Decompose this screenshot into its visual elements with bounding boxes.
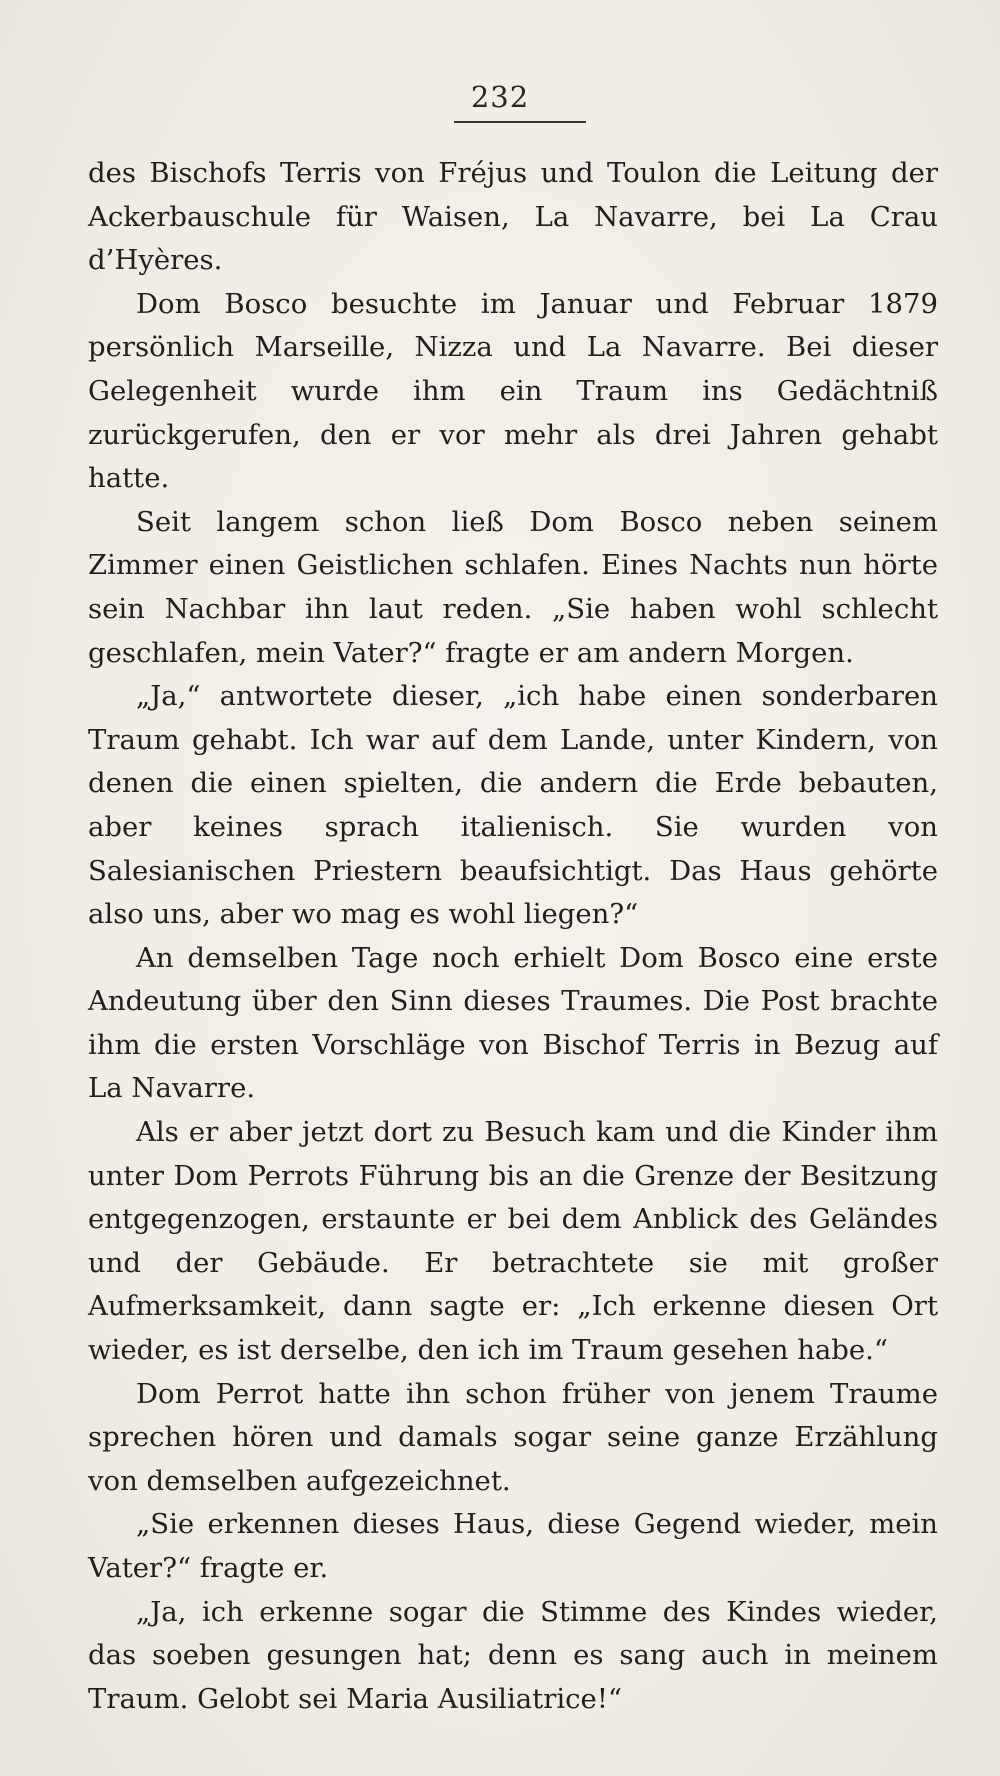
paragraph: „Ja,“ antwortete dieser, „ich habe einen sonderbaren Traum gehabt. Ich war auf dem Lande, unter Kindern, von denen die einen spielten, die andern die Erde bebauten, aber keines sprach italienisch. Sie wurden von Salesianischen Priestern beaufsichtigt. Das Haus gehörte also uns, aber wo mag es wohl liegen?“: [88, 680, 938, 931]
paragraph: Als er aber jetzt dort zu Besuch kam und die Kinder ihm unter Dom Perrots Führung bis an die Grenze der Besitzung entgegenzogen, erstaunte er bei dem Anblick des Geländes und der Gebäude. Er betrachtete sie mit großer Aufmerksamkeit, dann sagte er: „Ich erkenne diesen Ort wieder, es ist derselbe, den ich im Traum gesehen habe.“: [88, 1116, 938, 1367]
paragraph: „Sie erkennen dieses Haus, diese Gegend wieder, mein Vater?“ fragte er.: [88, 1508, 938, 1584]
header-rule: [454, 121, 586, 123]
paragraph: Seit langem schon ließ Dom Bosco neben seinem Zimmer einen Geistlichen schlafen. Eines Nachts nun hörte sein Nachbar ihn laut reden. „Sie haben wohl schlecht geschlafen, mein Vater?“ fragte er am andern Morgen.: [88, 505, 938, 669]
paragraph: Dom Bosco besuchte im Januar und Februar 1879 persönlich Marseille, Nizza und La Navarre. Bei dieser Gelegenheit wurde ihm ein Traum ins Gedächtniß zurückgerufen, den er vor mehr als drei Jahren gehabt hatte.: [88, 287, 938, 495]
body-text: [88, 152, 938, 1721]
paragraph: An demselben Tage noch erhielt Dom Bosco eine erste Andeutung über den Sinn dieses Traumes. Die Post brachte ihm die ersten Vorschläge von Bischof Terris in Bezug auf La Navarre.: [88, 941, 938, 1105]
page-number: 232: [470, 80, 530, 114]
paragraph: des Bischofs Terris von Fréjus und Toulon die Leitung der Ackerbauschule für Waisen, La Navarre, bei La Crau d’Hyères.: [88, 157, 938, 277]
paragraph: „Ja, ich erkenne sogar die Stimme des Kindes wieder, das soeben gesungen hat; denn es sang auch in meinem Traum. Gelobt sei Maria Ausiliatrice!“: [88, 1595, 938, 1715]
paragraph: Dom Perrot hatte ihn schon früher von jenem Traume sprechen hören und damals sogar seine ganze Erzählung von demselben aufgezeichnet.: [88, 1377, 938, 1497]
